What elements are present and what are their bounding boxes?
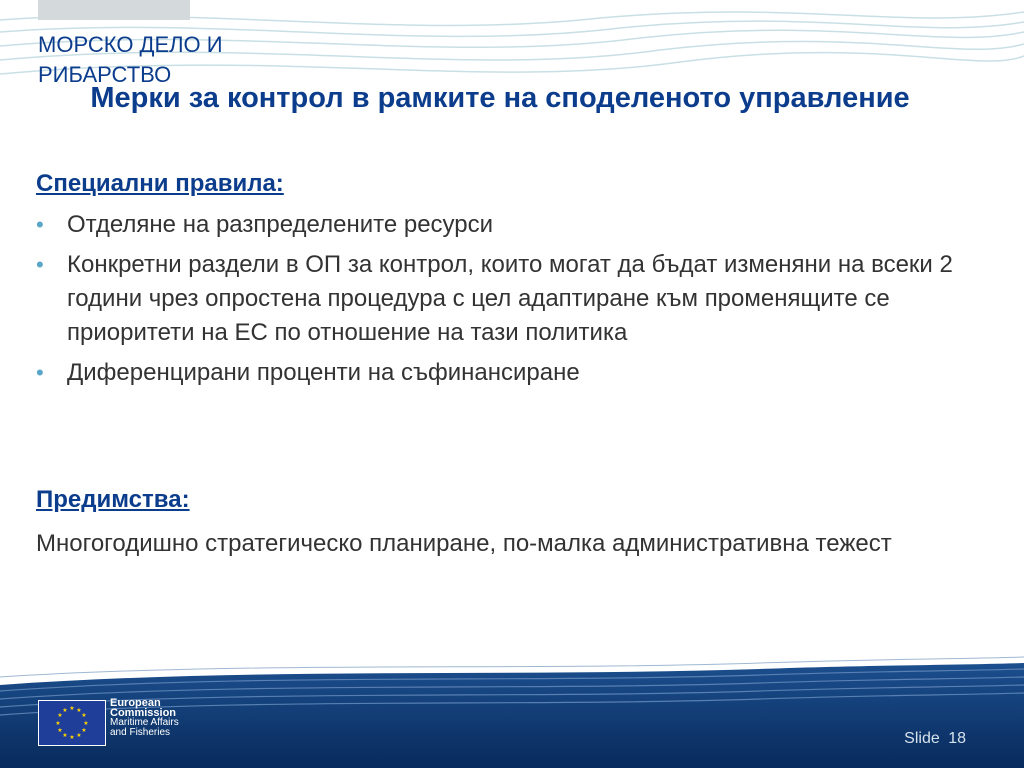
list-item: [36, 208, 956, 242]
eu-flag-icon: [38, 700, 106, 746]
slide-label: Slide: [904, 730, 940, 747]
slide-title: Мерки за контрол в рамките на споделеното управление: [90, 82, 910, 114]
svg-text:★: ★: [81, 727, 87, 734]
org-line-2: Commission: [110, 707, 177, 719]
org-line-1: European: [110, 697, 161, 709]
svg-text:★: ★: [81, 712, 87, 719]
benefits-text: Многогодишно стратегическо планиране, по-малка административна тежест: [36, 530, 892, 557]
list-item-text: Конкретни раздели в ОП за контрол, които могат да бъдат изменяни на всеки 2 години чрез опростена процедура с цел адаптиране към променящите се приоритети на ЕС по отношение на тази политика: [67, 251, 953, 346]
svg-text:★: ★: [76, 707, 82, 714]
slide-number-value: 18: [948, 730, 966, 747]
special-rules-list: [36, 208, 956, 396]
org-line-3: Maritime Affairs: [110, 717, 179, 728]
list-item: [36, 356, 956, 390]
special-rules-heading: Специални правила:: [36, 170, 284, 197]
svg-text:★: ★: [62, 732, 68, 739]
list-item-text: Диференцирани проценти на съфинансиране: [67, 359, 580, 386]
department-name: МОРСКО ДЕЛО И РИБАРСТВО: [38, 32, 223, 87]
svg-text:★: ★: [69, 705, 75, 712]
svg-text:★: ★: [62, 707, 68, 714]
bullet-dot-icon: •: [36, 360, 44, 385]
list-item-text: Отделяне на разпределените ресурси: [67, 211, 494, 238]
svg-text:★: ★: [76, 732, 82, 739]
list-item: [36, 248, 956, 350]
bullet-dot-icon: •: [36, 212, 44, 237]
bullet-dot-icon: •: [36, 252, 44, 277]
org-line-4: and Fisheries: [110, 727, 171, 738]
svg-text:★: ★: [83, 720, 89, 727]
benefits-heading: Предимства:: [36, 486, 190, 513]
slide-number: [900, 730, 966, 748]
svg-text:★: ★: [69, 734, 75, 741]
header-tab: [38, 0, 190, 20]
org-name: [110, 698, 240, 738]
svg-text:★: ★: [57, 712, 63, 719]
svg-text:★: ★: [55, 720, 61, 727]
svg-text:★: ★: [57, 727, 63, 734]
